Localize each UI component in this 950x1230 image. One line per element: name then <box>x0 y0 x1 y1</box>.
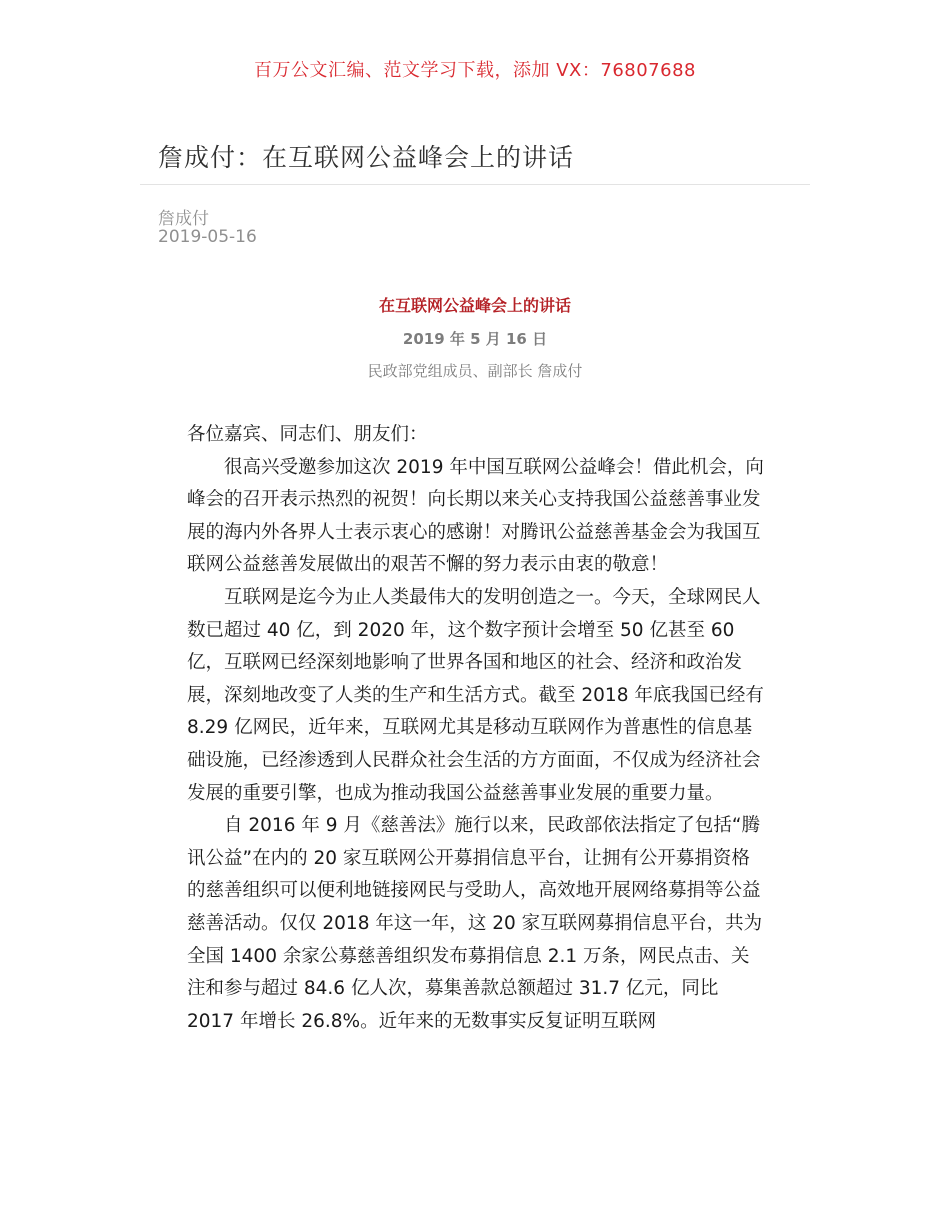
header-banner: 百万公文汇编、范文学习下载，添加 VX：76807688 <box>254 60 696 81</box>
salutation: 各位嘉宾、同志们、朋友们： <box>187 424 428 445</box>
paragraph: 自 2016 年 9 月《慈善法》施行以来，民政部依法指定了包括“腾讯公益”在内的 20 家互联网公开募捐信息平台，让拥有公开募捐资格的慈善组织可以便利地链接网民与受助人，高效地开展网络募捐等公益慈善活动。仅仅 2018 年这一年，这 20 家互联网募捐信息平台，共为全国 1400 余家公募慈善组织发布募捐信息 2.1 万条，网民点击、关注和参与超过 84.6 亿人次，募集善款总额超过 31.7 亿元，同比 2017 年增长 26.8%。近年来的无数事实反复证明互联网 <box>187 815 763 1032</box>
speech-date: 2019 年 5 月 16 日 <box>402 330 548 348</box>
page-title: 詹成付：在互联网公益峰会上的讲话 <box>158 143 575 172</box>
paragraph: 互联网是迄今为止人类最伟大的发明创造之一。今天，全球网民人数已超过 40 亿，到 2020 年，这个数字预计会增至 50 亿甚至 60 亿，互联网已经深刻地影响了世界各国和地区的社会、经济和政治发展，深刻地改变了人类的生产和生活方式。截至 2018 年底我国已经有 8.29 亿网民，近年来，互联网尤其是移动互联网作为普惠性的信息基础设施，已经渗透到人民群众社会生活的方方面面，不仅成为经济社会发展的重要引擎，也成为推动我国公益慈善事业发展的重要力量。 <box>187 586 764 804</box>
article-date: 2019-05-16 <box>158 227 257 247</box>
paragraph: 很高兴受邀参加这次 2019 年中国互联网公益峰会！借此机会，向峰会的召开表示热烈的祝贺！向长期以来关心支持我国公益慈善事业发展的海内外各界人士表示衷心的感谢！对腾讯公益慈善基金会为我国互联网公益慈善发展做出的艰苦不懈的努力表示由衷的敬意！ <box>187 456 764 576</box>
title-divider <box>140 184 810 185</box>
article-author: 詹成付 <box>158 209 209 229</box>
speech-body <box>187 419 767 1038</box>
speech-speaker: 民政部党组成员、副部长 詹成付 <box>367 362 583 380</box>
speech-title: 在互联网公益峰会上的讲话 <box>378 296 571 315</box>
